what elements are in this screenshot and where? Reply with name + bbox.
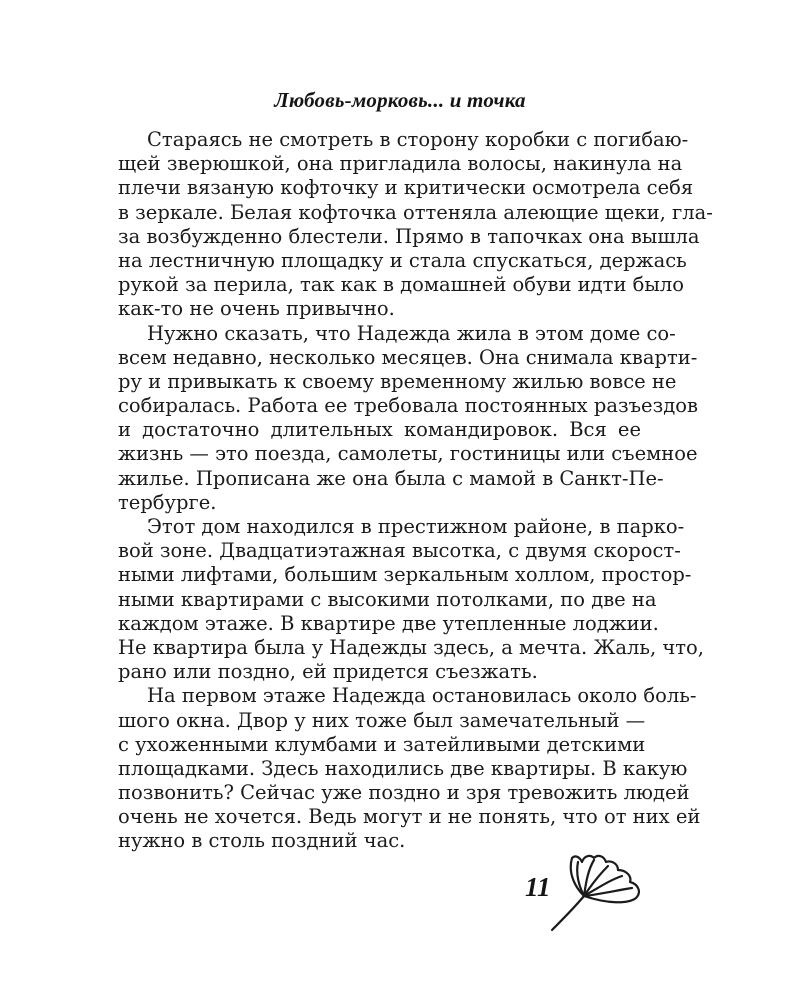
paragraph-2	[118, 321, 698, 516]
body-text	[118, 128, 713, 854]
text-line: рано или поздно, ей придется съезжать.	[118, 660, 538, 684]
text-line: нужно в столь поздний час.	[118, 829, 406, 853]
text-line: как-то не очень привычно.	[118, 297, 395, 321]
text-line: Не квартира была у Надежды здесь, а мечта. Жаль, что,	[118, 635, 704, 659]
text-line: позвонить? Сейчас уже поздно и зря тревожить людей	[118, 781, 690, 805]
text-line: площадками. Здесь находились две квартиры. В какую	[118, 756, 688, 780]
text-line: с ухоженными клумбами и затейливыми детскими	[118, 732, 646, 756]
running-head-title: Любовь-морковь... и точка	[274, 88, 526, 112]
paragraph-3	[118, 515, 704, 684]
text-line: и достаточно длительных командировок. Вся ее	[118, 418, 641, 442]
text-line: ными квартирами с высокими потолками, по две на	[118, 587, 657, 611]
text-line: каждом этаже. В квартире две утепленные лоджии.	[118, 611, 659, 635]
text-line: шого окна. Двор у них тоже был замечательный —	[118, 708, 646, 732]
text-line: на лестничную площадку и стала спускаться, держась	[118, 248, 687, 272]
text-line: за возбужденно блестели. Прямо в тапочках она вышла	[118, 224, 700, 248]
ginkgo-leaf-icon	[548, 852, 648, 934]
text-line: всем недавно, несколько месяцев. Она снимала кварти-	[118, 345, 698, 369]
text-line: щей зверюшкой, она пригладила волосы, накинула на	[118, 152, 683, 176]
page-number: 11	[525, 872, 551, 902]
text-line: очень не хочется. Ведь могут и не понять, что от них ей	[118, 805, 701, 829]
text-line: вой зоне. Двадцатиэтажная высотка, с двумя скорост-	[118, 539, 681, 563]
paragraph-1	[118, 128, 713, 322]
text-line: плечи вязаную кофточку и критически осмотрела себя	[118, 176, 694, 200]
text-line: На первом этаже Надежда остановилась около боль-	[147, 684, 697, 708]
paragraph-4	[118, 684, 701, 853]
text-line: Стараясь не смотреть в сторону коробки с погибаю-	[147, 128, 689, 151]
text-line: ру и привыкать к своему временному жилью вовсе не	[118, 369, 677, 393]
text-line: Этот дом находился в престижном районе, в парко-	[147, 515, 685, 538]
text-line: Нужно сказать, что Надежда жила в этом доме со-	[147, 321, 676, 345]
text-line: жилье. Прописана же она была с мамой в Санкт-Пе-	[118, 466, 664, 490]
text-line: рукой за перила, так как в домашней обуви идти было	[118, 273, 685, 297]
text-line: жизнь — это поезда, самолеты, гостиницы или съемное	[118, 442, 698, 466]
text-line: собиралась. Работа ее требовала постоянных разъездов	[118, 394, 698, 418]
text-line: тербурге.	[118, 490, 217, 514]
text-line: в зеркале. Белая кофточка оттеняла алеющие щеки, гла-	[118, 200, 713, 224]
text-line: ными лифтами, большим зеркальным холлом, простор-	[118, 563, 692, 587]
